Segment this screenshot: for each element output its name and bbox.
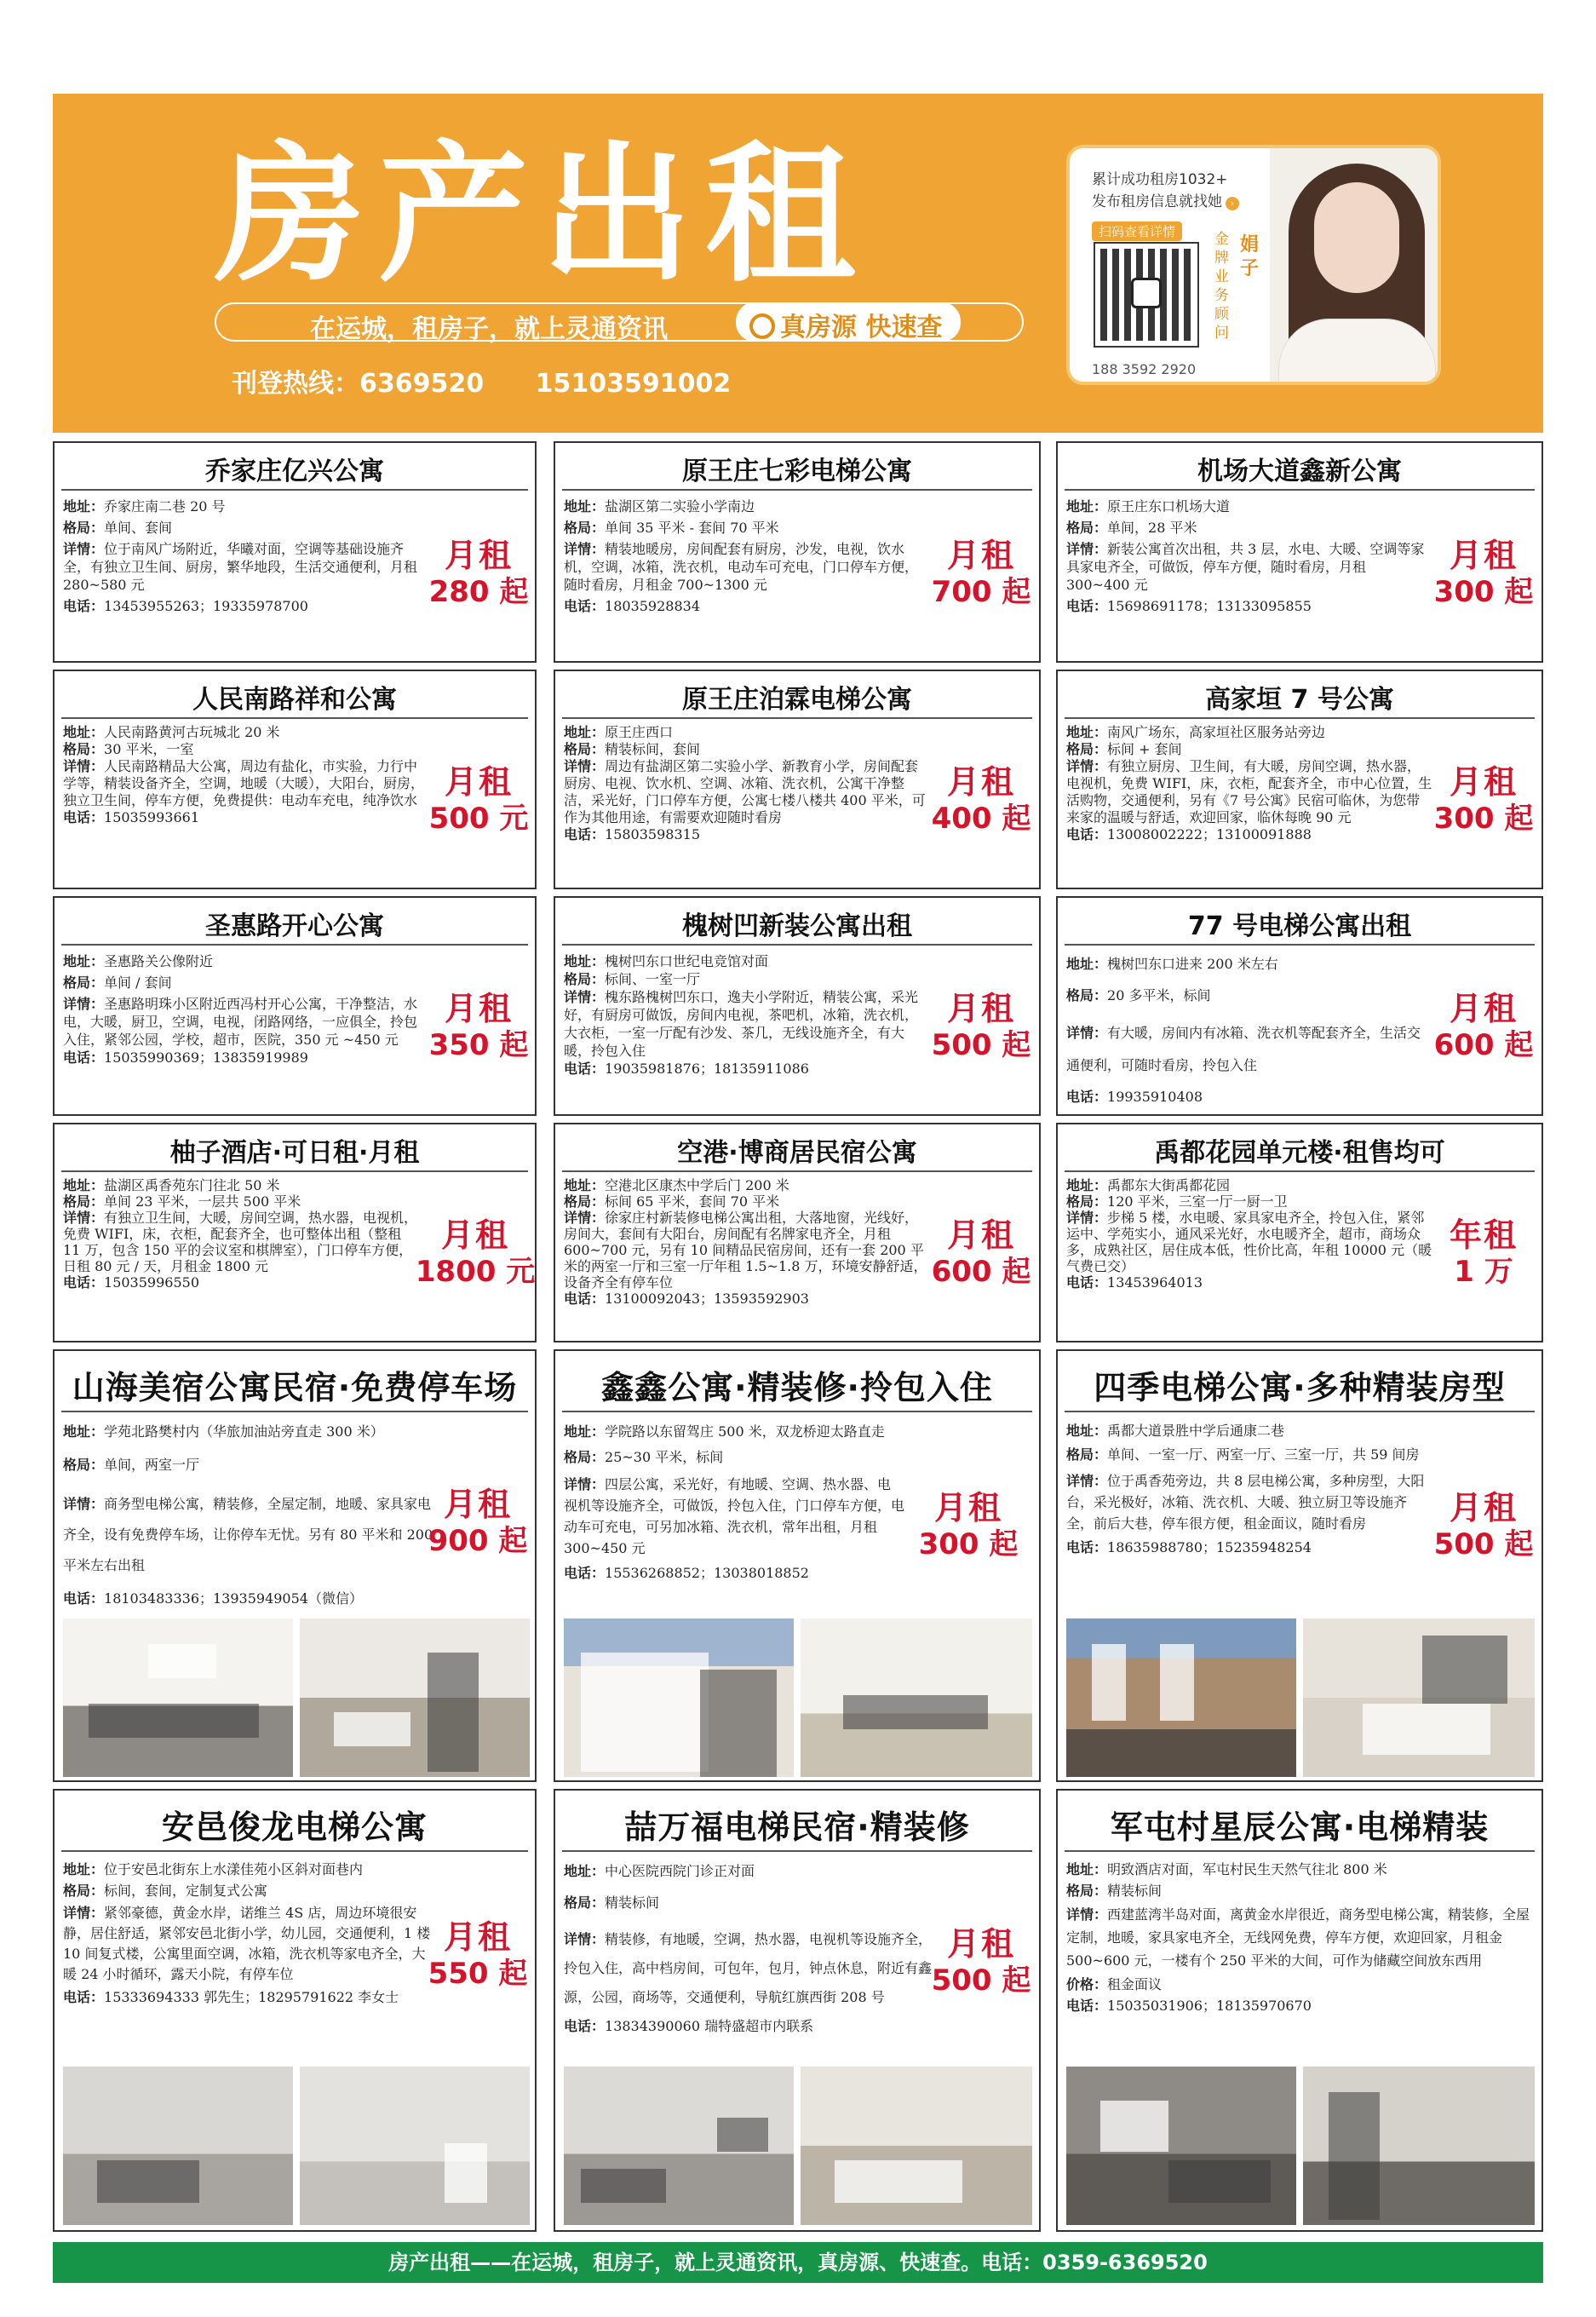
listing-details: 周边有盐湖区第二实验小学、新教育小学，房间配套厨房、电视、饮水机、空调、冰箱、洗衣机，公寓干净整洁，采光好，门口停车方便，公寓七楼八楼共 400 平米，可作为其他用途，有需要欢迎随时看房 bbox=[564, 758, 926, 825]
wechat-icon bbox=[1131, 278, 1162, 308]
listing-phone: 19035981876；18135911086 bbox=[605, 1061, 809, 1077]
listing-title: 原王庄七彩电梯公寓 bbox=[682, 457, 912, 486]
listing-layout: 单间 / 套间 bbox=[104, 975, 172, 991]
listing-details: 位于禹香苑旁边，共 8 层电梯公寓，多种房型，大阳台，采光极好，冰箱、洗衣机、大暖、独立厨卫等设施齐全，前后大巷，停车很方便，租金面议，随时看房 bbox=[1066, 1473, 1425, 1532]
listing-phone: 15333694333 郭先生；18295791622 李女士 bbox=[104, 1989, 399, 2005]
listing-details: 有独立卫生间，大暖，房间空调，热水器，电视机，免费 WIFI，床，衣柜，配套齐全，也可整体出租（整租 11 万，包含 150 平的会议室和棋牌室），门口停车方便，日租 80 元 / 天，月租金 1800 元 bbox=[63, 1210, 418, 1274]
divider bbox=[1065, 944, 1535, 946]
listing-address: 盐湖区第二实验小学南边 bbox=[605, 498, 755, 515]
listing-layout: 标间，套间，定制复式公寓 bbox=[104, 1883, 268, 1899]
listing-details: 紧邻豪德，黄金水岸，诺维兰 4S 店，周边环境很安静，居住舒适，紧邻安邑北街小学，幼儿园，交通便利，1 楼 10 间复式楼，公寓里面空调，冰箱，洗衣机等家电齐全，大暖 24 小时循环，露天小院，有停车位 bbox=[63, 1905, 431, 1982]
footer-bar: 房产出租——在运城，租房子，就上灵通资讯，真房源、快速查。电话：0359-6369520 bbox=[53, 2242, 1543, 2283]
price-box bbox=[1422, 537, 1543, 610]
agent-stat: 累计成功租房1032+ bbox=[1092, 171, 1228, 188]
listing-photo[interactable] bbox=[801, 2067, 1032, 2225]
listing-address: 乔家庄南二巷 20 号 bbox=[104, 498, 226, 515]
divider bbox=[1065, 1411, 1535, 1412]
price-value: 600 起 bbox=[1433, 1028, 1534, 1062]
listing-title: 机场大道鑫新公寓 bbox=[1197, 457, 1402, 486]
price-value: 300 起 bbox=[1433, 802, 1534, 836]
divider bbox=[562, 1850, 1032, 1852]
listing-body: 地址：原王庄西口 格局：精装标间，套间 详情：周边有盐湖区第二实验小学、新教育小学，房间配套厨房、电视、饮水机、空调、冰箱、洗衣机，公寓干净整洁，采光好，门口停车方便，公寓七楼八楼共 400 平米，可作为其他用途，有需要欢迎随时看房 电话：15803598315 bbox=[564, 724, 926, 842]
listing-body: 地址：学院路以东留驾庄 500 米，双龙桥迎太路直走 格局：25~30 平米，标间 详情：四层公寓，采光好，有地暖、空调、热水器、电视机等设施齐全，可做饭，拎包入住，门口停车方便，电动车可充电，可另加冰箱、洗衣机，常年出租，月租 300~450 元 电话：15536268852；13038018852 bbox=[564, 1423, 905, 1581]
price-label: 月租 bbox=[440, 1216, 509, 1254]
listing-body: 地址：人民南路黄河古玩城北 20 米 格局：30 平米，一室 详情：人民南路精品大公寓，周边有盐化，市实验，力行中学等，精装设备齐全，空调，地暖（大暖），大阳台，厨房，独立卫生间，停车方便，免费提供：电动车充电，纯净饮水 电话：15035993661 bbox=[63, 724, 425, 825]
price-box bbox=[920, 990, 1041, 1063]
price-label: 月租 bbox=[444, 763, 513, 801]
divider bbox=[1065, 489, 1535, 491]
listing-phone: 18103483336；13935949054（微信） bbox=[104, 1590, 363, 1607]
price-box bbox=[1422, 1489, 1543, 1562]
listing-body: 地址：槐树凹东口世纪电竞馆对面 格局：标间、一室一厅 详情：槐东路槐树凹东口，逸夫小学附近，精装公寓，采光好，有厨房可做饭，房间内电视，茶吧机，冰箱，洗衣机，大衣柜，一室一厅配有沙发、茶几，无线设施齐全，有大暖，拎包入住 电话：19035981876；18135911086 bbox=[564, 953, 919, 1077]
header-banner bbox=[53, 94, 1543, 433]
scan-label: 扫码查看详情 bbox=[1092, 221, 1182, 241]
price-value: 500 起 bbox=[931, 1963, 1031, 1998]
listing-address: 南风广场东，高家垣社区服务站旁边 bbox=[1107, 724, 1326, 740]
price-label: 月租 bbox=[1449, 990, 1518, 1027]
listing-layout: 120 平米，三室一厅一厨一卫 bbox=[1107, 1193, 1288, 1210]
listing-address: 盐湖区禹香苑东门往北 50 米 bbox=[104, 1177, 280, 1193]
listing-card[interactable] bbox=[53, 1349, 537, 1782]
listing-card[interactable] bbox=[53, 1789, 537, 2232]
listing-card[interactable] bbox=[1056, 1349, 1543, 1782]
listing-body: 地址：盐湖区第二实验小学南边 格局：单间 35 平米 - 套间 70 平米 详情：精装地暖房，房间配套有厨房，沙发，电视，饮水机，空调，冰箱，洗衣机，电动车可充电，门口停车方便，随时看房，月租金 700~1300 元 电话：18035928834 bbox=[564, 498, 919, 614]
listing-phone: 15035993661 bbox=[104, 809, 199, 825]
listing-layout: 精装标间 bbox=[1107, 1883, 1163, 1899]
listing-phone: 19935910408 bbox=[1107, 1089, 1203, 1105]
listing-body: 地址：禹都东大街禹都花园 格局：120 平米，三室一厅一厨一卫 详情：步梯 5 楼，水电暖、家具家电齐全，拎包入住，紧邻运中、学苑实小，通风采光好，水电暖齐全，超市，商场众多，成熟社区，居住成本低，性价比高，年租 10000 元（暖气费已交） 电话：13453964013 bbox=[1066, 1177, 1432, 1291]
divider bbox=[562, 944, 1032, 946]
agent-name: 娟子 bbox=[1240, 234, 1260, 279]
listing-phone: 13008002222；13100091888 bbox=[1107, 826, 1312, 842]
listing-address: 学苑北路樊村内（华旅加油站旁直走 300 米） bbox=[104, 1423, 384, 1440]
listing-title: 柚子酒店·可日租·月租 bbox=[169, 1138, 420, 1168]
price-box bbox=[417, 1918, 537, 1992]
listing-phone: 15803598315 bbox=[605, 826, 700, 842]
price-box bbox=[419, 990, 537, 1063]
listing-body: 地址：明致酒店对面，军屯村民生天然气往北 800 米 格局：精装标间 详情：西建蓝湾半岛对面，离黄金水岸很近，商务型电梯公寓，精装修，全屋定制，地暖，家具家电齐全，无线网免费，停车方便，欢迎回家，月租金 500~600 元，一楼有个 250 平米的大间，可作为储藏空间放东西用 价格：租金面议 电话：15035031906；18135970670 bbox=[1066, 1861, 1530, 2014]
agent-tagline bbox=[1092, 189, 1239, 210]
divider bbox=[562, 1170, 1032, 1172]
price-box bbox=[920, 537, 1041, 610]
listing-title: 禹都花园单元楼·租售均可 bbox=[1154, 1138, 1445, 1168]
listing-card[interactable] bbox=[53, 1123, 537, 1342]
listing-details: 精装地暖房，房间配套有厨房，沙发，电视，饮水机，空调，冰箱，洗衣机，电动车可充电，门口停车方便，随时看房，月租金 700~1300 元 bbox=[564, 541, 919, 593]
listing-body: 地址：禹都大道景胜中学后通康二巷 格局：单间、一室一厅、两室一厅、三室一厅，共 59 间房 详情：位于禹香苑旁边，共 8 层电梯公寓，多种房型，大阳台，采光极好，冰箱、洗衣机、大暖、独立厨卫等设施齐全，前后大巷，停车很方便，租金面议，随时看房 电话：18635988780；15235948254 bbox=[1066, 1423, 1425, 1555]
listing-phone: 13100092043；13593592903 bbox=[605, 1291, 809, 1307]
listing-layout: 标间、一室一厅 bbox=[605, 971, 701, 987]
agent-tagline-text: 发布租房信息就找她 bbox=[1092, 193, 1222, 210]
price-value: 400 起 bbox=[931, 802, 1031, 836]
hotline bbox=[232, 362, 773, 400]
listing-address: 槐树凹东口进来 200 米左右 bbox=[1107, 956, 1278, 972]
listing-card[interactable] bbox=[1056, 1123, 1543, 1342]
listing-title: 山海美宿公寓民宿·免费停车场 bbox=[72, 1369, 518, 1406]
listing-photo[interactable] bbox=[1066, 2067, 1296, 2225]
listing-title: 军屯村星辰公寓·电梯精装 bbox=[1110, 1808, 1490, 1846]
agent-card bbox=[1066, 145, 1441, 385]
price-value: 1800 元 bbox=[415, 1255, 536, 1289]
price-label: 月租 bbox=[444, 990, 513, 1027]
price-value: 300 起 bbox=[1433, 575, 1534, 609]
listing-address: 位于安邑北街东上水漾佳苑小区斜对面巷内 bbox=[104, 1861, 364, 1877]
price-label: 月租 bbox=[443, 1486, 512, 1523]
hotline-label: 刊登热线：6369520 bbox=[232, 369, 485, 399]
listing-card[interactable] bbox=[554, 1349, 1041, 1782]
divider bbox=[61, 717, 528, 719]
listing-title: 人民南路祥和公寓 bbox=[192, 685, 397, 715]
listing-body: 地址：槐树凹东口进来 200 米左右 格局：20 多平米，标间 详情：有大暖，房间内有冰箱、洗衣机等配套齐全，生活交通便利，可随时看房，拎包入住 电话：19935910408 bbox=[1066, 956, 1421, 1105]
listing-body: 地址：盐湖区禹香苑东门往北 50 米 格局：单间 23 平米，一层共 500 平米 详情：有独立卫生间，大暖，房间空调，热水器，电视机，免费 WIFI，床，衣柜，配套齐全，也可整体出租（整租 11 万，包含 150 平的会议室和棋牌室），门口停车方便，日租 80 元 / 天，月租金 1800 元 电话：15035996550 bbox=[63, 1177, 418, 1291]
price-box bbox=[1422, 763, 1543, 837]
price-box bbox=[920, 763, 1041, 837]
price-value: 280 起 bbox=[428, 575, 529, 609]
listing-title: 高家垣 7 号公寓 bbox=[1205, 685, 1394, 715]
listing-body: 地址：南风广场东，高家垣社区服务站旁边 格局：标间 + 套间 详情：有独立厨房、卫生间，有大暖，房间空调，热水器，电视机，免费 WIFI，床，衣柜，配套齐全，市中心位置，生活购物，交通便利，另有《7 号公寓》民宿可临休，为您带来家的温暖与舒适，欢迎回家，临休每晚 90 元 电话：13008002222；13100091888 bbox=[1066, 724, 1432, 842]
price-label: 月租 bbox=[1449, 1489, 1518, 1526]
listing-address: 圣惠路关公像附近 bbox=[104, 953, 214, 969]
listing-address: 槐树凹东口世纪电竞馆对面 bbox=[605, 953, 769, 969]
listing-details: 有独立厨房、卫生间，有大暖，房间空调，热水器，电视机，免费 WIFI，床，衣柜，配套齐全，市中心位置，生活购物，交通便利，另有《7 号公寓》民宿可临休，为您带来家的温暖与舒适，欢迎回家，临休每晚 90 元 bbox=[1066, 758, 1432, 825]
price-label: 月租 bbox=[946, 1925, 1015, 1963]
divider bbox=[562, 1411, 1032, 1412]
listing-phone: 15035031906；18135970670 bbox=[1107, 1998, 1312, 2014]
listing-photo[interactable] bbox=[801, 1618, 1032, 1777]
divider bbox=[61, 489, 528, 491]
listing-card[interactable] bbox=[1056, 670, 1543, 889]
listing-photo[interactable] bbox=[63, 2067, 293, 2225]
listing-title: 原王庄泊霖电梯公寓 bbox=[682, 685, 912, 715]
agent-role: 金牌业务顾问 bbox=[1214, 231, 1229, 342]
listing-address: 原王庄东口机场大道 bbox=[1107, 498, 1231, 515]
price-box bbox=[419, 763, 537, 837]
listing-card[interactable] bbox=[554, 670, 1041, 889]
listing-body: 地址：圣惠路关公像附近 格局：单间 / 套间 详情：圣惠路明珠小区附近西冯村开心公寓，干净整洁，水电，大暖，厨卫，空调，电视，闭路网络，一应俱全，拎包入住，紧邻公园，学校，超市，医院，350 元 ~450 元 电话：15035990369；13835919989 bbox=[63, 953, 418, 1066]
listing-body: 地址：空港北区康杰中学后门 200 米 格局：标间 65 平米，套间 70 平米 详情：徐家庄村新装修电梯公寓出租，大落地窗，光线好，房间大，套间有大阳台，房间配有名牌家电齐全，月租 600~700 元，另有 10 间精品民宿房间，还有一套 200 平米的两室一厅和三室一厅年租 1.5~1.8 万，环境安静舒适，设备齐全有停车位 电话：13100092043；13593592903 bbox=[564, 1177, 927, 1307]
hotline-phone: 15103591002 bbox=[535, 369, 732, 399]
listing-phone: 13453955263；19335978700 bbox=[104, 598, 308, 614]
price-box bbox=[412, 1216, 537, 1290]
listing-body: 地址：中心医院西院门诊正对面 格局：精装标间 详情：精装修，有地暖，空调，热水器，电视机等设施齐全，拎包入住，高中档房间，可包年，包月，钟点休息，附近有鑫源，公园，商场等，交通便利，导航红旗西街 208 号 电话：13834390060 瑞特盛超市内联系 bbox=[564, 1863, 933, 2034]
listing-title: 鑫鑫公寓·精装修·拎包入住 bbox=[601, 1369, 993, 1406]
price-value: 500 起 bbox=[931, 1028, 1031, 1062]
listing-layout: 单间，两室一厅 bbox=[104, 1457, 200, 1473]
price-value: 900 起 bbox=[428, 1524, 528, 1558]
price-box bbox=[920, 1925, 1041, 1998]
page-title: 房产出租 bbox=[215, 128, 870, 302]
divider bbox=[61, 944, 528, 946]
listing-layout: 精装标间，套间 bbox=[605, 741, 701, 757]
listing-layout: 25~30 平米，标间 bbox=[605, 1449, 724, 1465]
listing-layout: 单间、一室一厅、两室一厅、三室一厅，共 59 间房 bbox=[1107, 1446, 1420, 1463]
price-box bbox=[920, 1216, 1041, 1290]
listing-photo[interactable] bbox=[564, 1618, 794, 1777]
price-value: 500 元 bbox=[428, 802, 529, 836]
listing-address: 明致酒店对面，军屯村民生天然气往北 800 米 bbox=[1107, 1861, 1387, 1877]
listing-photo[interactable] bbox=[63, 1618, 293, 1777]
listing-phone: 18635988780；15235948254 bbox=[1107, 1539, 1312, 1555]
price-label: 月租 bbox=[946, 537, 1015, 574]
listing-photo[interactable] bbox=[1303, 2067, 1535, 2225]
slogan-tag-text: 真房源 快速查 bbox=[780, 313, 943, 342]
listing-title: 槐树凹新装公寓出租 bbox=[682, 911, 912, 941]
listing-address: 人民南路黄河古玩城北 20 米 bbox=[104, 724, 280, 740]
agent-phone: 188 3592 2920 bbox=[1092, 361, 1197, 377]
divider bbox=[1065, 1170, 1535, 1172]
listing-details: 徐家庄村新装修电梯公寓出租，大落地窗，光线好，房间大，套间有大阳台，房间配有名牌家电齐全，月租 600~700 元，另有 10 间精品民宿房间，还有一套 200 平米的两室一厅和三室一厅年租 1.5~1.8 万，环境安静舒适，设备齐全有停车位 bbox=[564, 1210, 927, 1291]
listing-layout: 单间 35 平米 - 套间 70 平米 bbox=[605, 520, 779, 536]
listing-photo[interactable] bbox=[564, 2067, 794, 2225]
listing-layout: 标间 + 套间 bbox=[1107, 741, 1182, 757]
listing-card[interactable] bbox=[53, 670, 537, 889]
divider bbox=[61, 1170, 528, 1172]
listing-body: 地址：学苑北路樊村内（华旅加油站旁直走 300 米） 格局：单间，两室一厅 详情：商务型电梯公寓，精装修，全屋定制，地暖、家具家电齐全，设有免费停车场，让你停车无忧。另有 80 平米和 200 平米左右出租 电话：18103483336；13935949054（微信） bbox=[63, 1423, 433, 1607]
listing-phone: 18035928834 bbox=[605, 598, 700, 614]
listing-photo[interactable] bbox=[300, 1618, 530, 1777]
listing-layout: 20 多平米，标间 bbox=[1107, 987, 1211, 1003]
listing-title: 四季电梯公寓·多种精装房型 bbox=[1094, 1369, 1506, 1406]
listing-address: 原王庄西口 bbox=[605, 724, 674, 740]
listing-photo[interactable] bbox=[1066, 1618, 1296, 1777]
listing-title: 喆万福电梯民宿·精装修 bbox=[624, 1808, 970, 1846]
price-label: 月租 bbox=[946, 763, 1015, 801]
listing-details: 有大暖，房间内有冰箱、洗衣机等配套齐全，生活交通便利，可随时看房，拎包入住 bbox=[1066, 1025, 1421, 1073]
price-value: 300 起 bbox=[918, 1527, 1019, 1561]
listing-title: 圣惠路开心公寓 bbox=[205, 911, 384, 941]
price-value: 350 起 bbox=[428, 1028, 529, 1062]
listing-card[interactable] bbox=[554, 1123, 1041, 1342]
listing-title: 空港·博商居民宿公寓 bbox=[677, 1138, 917, 1168]
listing-phone: 15536268852；13038018852 bbox=[605, 1565, 809, 1581]
listing-details: 人民南路精品大公寓，周边有盐化，市实验，力行中学等，精装设备齐全，空调，地暖（大暖），大阳台，厨房，独立卫生间，停车方便，免费提供：电动车充电，纯净饮水 bbox=[63, 758, 425, 808]
divider bbox=[61, 1850, 528, 1852]
arrow-right-icon: › bbox=[1226, 197, 1239, 210]
price-label: 月租 bbox=[946, 990, 1015, 1027]
listing-card[interactable] bbox=[1056, 896, 1543, 1116]
listing-address: 禹都东大街禹都花园 bbox=[1107, 1177, 1231, 1193]
slogan-tag bbox=[736, 302, 961, 342]
listing-details: 新装公寓首次出租，共 3 层，水电、大暖、空调等家具家电齐全，可做饭，停车方便，随时看房，月租 300~400 元 bbox=[1066, 541, 1425, 593]
price-label: 月租 bbox=[933, 1489, 1002, 1526]
listing-title: 安邑俊龙电梯公寓 bbox=[161, 1808, 428, 1846]
listing-address: 空港北区康杰中学后门 200 米 bbox=[605, 1177, 789, 1193]
listing-card[interactable] bbox=[1056, 1789, 1543, 2232]
listing-price-note: 租金面议 bbox=[1107, 1976, 1163, 1992]
listing-phone: 15698691178；13133095855 bbox=[1107, 598, 1312, 614]
listing-photo[interactable] bbox=[1303, 1618, 1535, 1777]
listing-body: 地址：乔家庄南二巷 20 号 格局：单间、套间 详情：位于南风广场附近，华曦对面，空调等基础设施齐全，有独立卫生间、厨房，繁华地段，生活交通便利，月租 280~580 元 电话：13453955263；19335978700 bbox=[63, 498, 418, 614]
listing-photo[interactable] bbox=[300, 2067, 530, 2225]
divider bbox=[562, 489, 1032, 491]
listing-details: 西建蓝湾半岛对面，离黄金水岸很近，商务型电梯公寓，精装修，全屋定制，地暖，家具家电齐全，无线网免费，停车方便，欢迎回家，月租金 500~600 元，一楼有个 250 平米的大间，可作为储藏空间放东西用 bbox=[1066, 1906, 1530, 1969]
listing-details: 圣惠路明珠小区附近西冯村开心公寓，干净整洁，水电，大暖，厨卫，空调，电视，闭路网络，一应俱全，拎包入住，紧邻公园，学校，超市，医院，350 元 ~450 元 bbox=[63, 996, 418, 1048]
price-value: 550 起 bbox=[428, 1957, 528, 1991]
listing-title: 77 号电梯公寓出租 bbox=[1187, 911, 1412, 941]
listing-title: 乔家庄亿兴公寓 bbox=[205, 457, 384, 486]
listing-body: 地址：原王庄东口机场大道 格局：单间，28 平米 详情：新装公寓首次出租，共 3 层，水电、大暖、空调等家具家电齐全，可做饭，停车方便，随时看房，月租 300~400 元 电话：15698691178；13133095855 bbox=[1066, 498, 1425, 614]
listing-card[interactable] bbox=[1056, 441, 1543, 663]
price-box bbox=[419, 537, 537, 610]
listing-layout: 标间 65 平米，套间 70 平米 bbox=[605, 1193, 780, 1210]
listing-details: 精装修，有地暖，空调，热水器，电视机等设施齐全，拎包入住，高中档房间，可包年，包月，钟点休息，附近有鑫源，公园，商场等，交通便利，导航红旗西街 208 号 bbox=[564, 1931, 933, 2005]
price-value: 1 万 bbox=[1454, 1255, 1513, 1289]
divider bbox=[1065, 717, 1535, 719]
listing-phone: 15035990369；13835919989 bbox=[104, 1049, 308, 1066]
listing-address: 禹都大道景胜中学后通康二巷 bbox=[1107, 1423, 1285, 1439]
listing-layout: 30 平米，一室 bbox=[104, 741, 194, 757]
price-label: 月租 bbox=[1449, 763, 1518, 801]
slogan-bar bbox=[215, 302, 1024, 342]
listing-layout: 精装标间 bbox=[605, 1894, 660, 1911]
listing-details: 四层公寓，采光好，有地暖、空调、热水器、电视机等设施齐全，可做饭，拎包入住，门口停车方便，电动车可充电，可另加冰箱、洗衣机，常年出租，月租 300~450 元 bbox=[564, 1476, 905, 1556]
price-box bbox=[1422, 990, 1543, 1063]
price-label: 月租 bbox=[443, 1918, 512, 1956]
listing-layout: 单间 23 平米，一层共 500 平米 bbox=[104, 1193, 301, 1210]
listing-phone: 15035996550 bbox=[104, 1274, 199, 1291]
listing-card[interactable] bbox=[53, 441, 537, 663]
divider bbox=[562, 717, 1032, 719]
listing-card[interactable] bbox=[554, 896, 1041, 1116]
price-label: 月租 bbox=[1449, 537, 1518, 574]
price-label: 月租 bbox=[946, 1216, 1015, 1254]
listing-body: 地址：位于安邑北街东上水漾佳苑小区斜对面巷内 格局：标间，套间，定制复式公寓 详情：紧邻豪德，黄金水岸，诺维兰 4S 店，周边环境很安静，居住舒适，紧邻安邑北街小学，幼儿园，交通便利，1 楼 10 间复式楼，公寓里面空调，冰箱，洗衣机等家电齐全，大暖 24 小时循环，露天小院，有停车位 电话：15333694333 郭先生；18295791622 李女士 bbox=[63, 1861, 431, 2005]
price-value: 500 起 bbox=[1433, 1527, 1534, 1561]
listing-details: 位于南风广场附近，华曦对面，空调等基础设施齐全，有独立卫生间、厨房，繁华地段，生活交通便利，月租 280~580 元 bbox=[63, 541, 418, 593]
listing-address: 中心医院西院门诊正对面 bbox=[605, 1863, 755, 1879]
listing-address: 学院路以东留驾庄 500 米，双龙桥迎太路直走 bbox=[605, 1423, 885, 1440]
listing-details: 商务型电梯公寓，精装修，全屋定制，地暖、家具家电齐全，设有免费停车场，让你停车无忧。另有 80 平米和 200 平米左右出租 bbox=[63, 1496, 433, 1573]
listing-details: 槐东路槐树凹东口，逸夫小学附近，精装公寓，采光好，有厨房可做饭，房间内电视，茶吧机，冰箱，洗衣机，大衣柜，一室一厅配有沙发、茶几，无线设施齐全，有大暖，拎包入住 bbox=[564, 989, 919, 1059]
price-box bbox=[1422, 1216, 1543, 1290]
slogan-text: 在运城，租房子，就上灵通资讯 bbox=[310, 314, 668, 344]
price-label: 年租 bbox=[1449, 1216, 1518, 1254]
listing-card[interactable] bbox=[53, 896, 537, 1116]
listing-phone: 13834390060 瑞特盛超市内联系 bbox=[605, 2018, 814, 2034]
price-box bbox=[417, 1486, 537, 1559]
divider bbox=[61, 1411, 528, 1412]
listing-layout: 单间、套间 bbox=[104, 520, 173, 536]
search-icon bbox=[749, 313, 775, 339]
divider bbox=[1065, 1850, 1535, 1852]
agent-photo bbox=[1270, 148, 1441, 385]
price-label: 月租 bbox=[444, 537, 513, 574]
listing-details: 步梯 5 楼，水电暖、家具家电齐全，拎包入住，紧邻运中、学苑实小，通风采光好，水电暖齐全，超市，商场众多，成熟社区，居住成本低，性价比高，年租 10000 元（暖气费已交） bbox=[1066, 1210, 1432, 1274]
listing-card[interactable] bbox=[554, 441, 1041, 663]
price-value: 600 起 bbox=[931, 1255, 1031, 1289]
price-value: 700 起 bbox=[931, 575, 1031, 609]
listing-layout: 单间，28 平米 bbox=[1107, 520, 1197, 536]
listing-phone: 13453964013 bbox=[1107, 1274, 1203, 1291]
price-box bbox=[904, 1489, 1032, 1562]
listing-card[interactable] bbox=[554, 1789, 1041, 2232]
